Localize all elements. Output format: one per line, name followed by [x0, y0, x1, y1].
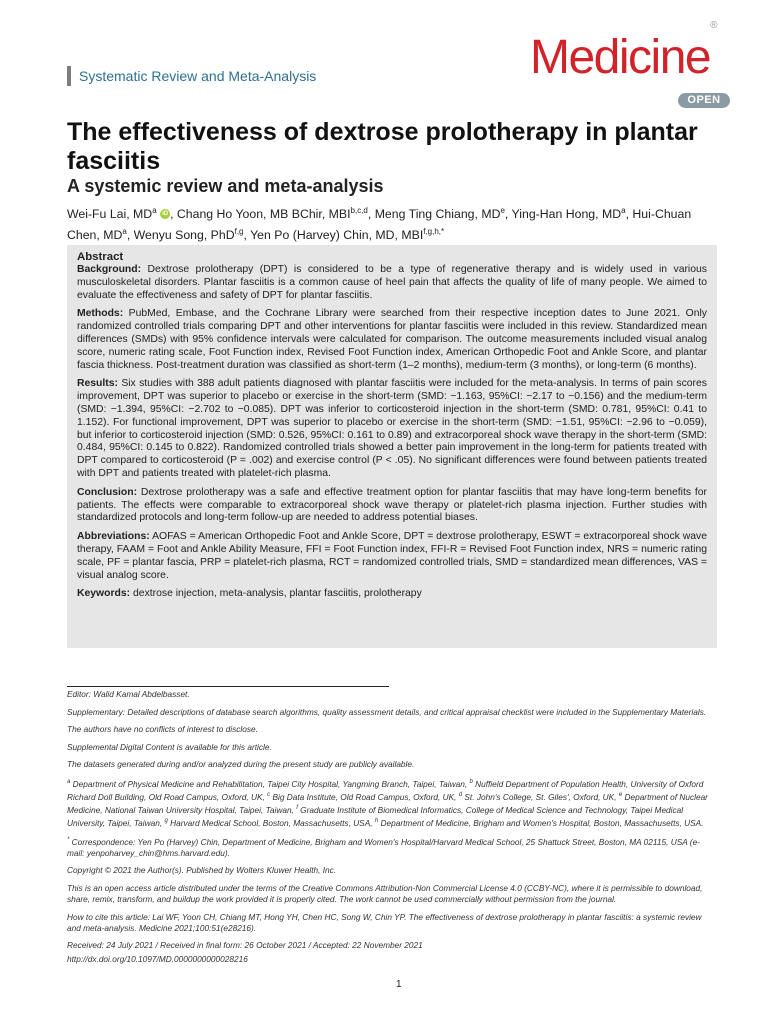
- abstract-box: [67, 245, 717, 648]
- abstract-section: [77, 264, 707, 302]
- footnote: The datasets generated during and/or analyzed during the present study are publicly available.: [67, 759, 415, 770]
- abstract-section-text: Dextrose prolotherapy was a safe and effective treatment option for plantar fasciitis that may have long-term benefits for patients. The effects were comparable to extracorporeal shock wave therapy or platelet-rich plasma injection. Further studies with standardized protocols and long-term follow-up are needed to address potential biases.: [77, 486, 707, 524]
- registered-mark: ®: [710, 20, 718, 31]
- abstract-section-label: Background:: [77, 264, 142, 275]
- footnote-divider: [67, 686, 389, 687]
- abstract-section-text: AOFAS = American Orthopedic Foot and Ankle Score, DPT = dextrose prolotherapy, ESWT = extracorporeal shock wave therapy, FAAM = Foot and Ankle Ability Measure, FFI = Foot Function index, FFI-R = Revised Foot Function index, NRS = numeric rating scale, PF = plantar fascia, PRP = platelet-rich plasma, RCT = randomized controlled trials, SMD = standardized mean differences, VAS = visual analog score.: [77, 531, 707, 581]
- abstract-section: [77, 378, 707, 480]
- copyright-note: This is an open access article distributed under the terms of the Creative Commons Attribution-Non Commercial License 4.0 (CCBY-NC), where it is permissible to download, share, remix, transform, and buildup the work provided it is properly cited. The work cannot be used commercially without permission from the journal.: [67, 882, 703, 905]
- footnotes: [67, 689, 717, 972]
- abstract-section-text: PubMed, Embase, and the Cochrane Library were searched from their respective inception dates to June 2021. Only randomized controlled trials comparing DPT and other interventions for plantar fasciitis were included in this review. Standardized mean differences (SMDs) with 95% confidence intervals were calculated for comparison. The outcome measurements included visual analog score, numeric rating scale, Foot Function index, Revised Foot Function index, American Orthopedic Foot and Ankle Score, and plantar fascia thickness. Post-treatment duration was classified as short-term (1–2 months), medium-term (3 months), or long-term (6 months).: [77, 308, 707, 371]
- affiliations: $^a$ Department of Physical Medicine and Rehabilitation, Taipei City Hospital, Yangming Branch, Taipei, Taiwan, $^b$ Nuffield Department of Population Health, University of Oxford Richard Doll Building, Old Road Campus, Oxford, UK, $^c$ Big Data Institute, Old Road Campus, Oxford, UK, $^d$ St. John's College, St. Giles', Oxford, UK, $^e$ Department of Nuclear Medicine, National Taiwan University Hospital, Taipei, Taiwan, $^f$ Graduate Institute of Biomedical Informatics, College of Medical Science and Technology, Taipei Medical University, Taipei, Taiwan, $^g$ Harvard Medical School, Boston, Massachusetts, USA, $^h$ Department of Medicine, Brigham and Women's Hospital, Boston, Massachusetts, USA.: [67, 778, 708, 828]
- copyright-note: Copyright © 2021 the Author(s). Published by Wolters Kluwer Health, Inc.: [67, 865, 337, 876]
- article-title: The effectiveness of dextrose prolotherapy in plantar fasciitis: [67, 118, 698, 175]
- abstract-section-text: dextrose injection, meta-analysis, plantar fasciitis, prolotherapy: [130, 588, 422, 600]
- abstract-heading: Abstract: [77, 251, 124, 263]
- copyright-note: How to cite this article: Lai WF, Yoon CH, Chiang MT, Hong YH, Chen HC, Song W, Chin YP. The effectiveness of dextrose prolotherapy in plantar fasciitis: a systemic review and meta-analysis. Medicine 2021;100:51(e28216).: [67, 911, 702, 933]
- abstract-body: [77, 264, 707, 601]
- abstract-section-text: Six studies with 388 adult patients diagnosed with plantar fasciitis were included for the meta-analysis. In terms of pain scores improvement, DPT was superior to placebo or exercise in the short-term (SMD: −1.163, 95%CI: −2.17 to −0.156) and the medium-term (SMD: −1.394, 95%CI: −2.702 to −0.085). DPT was inferior to corticosteroid injection in the short-term (SMD: 0.781, 95%CI: 0.41 to 1.152). For functional improvement, DPT was superior to placebo or exercise in the short-term (SMD: −1.51, 95%CI: −2.96 to −0.059), but inferior to corticosteroid injection (SMD: 0.526, 95%CI: 0.161 to 0.89) and extracorporeal shock wave therapy in the short-term (SMD: 0.484, 95%CI: 0.145 to 0.822). Randomized controlled trials showed a better pain improvement in the long-term for patients treated with DPT compared to corticosteroid (P = .002) and exercise control (P < .05). No significant differences were found between patients treated with DPT and patients treated with platelet-rich plasma.: [77, 378, 707, 479]
- correspondence: * Correspondence: Yen Po (Harvey) Chin, Department of Medicine, Brigham and Women's Hospital/Harvard Medical School, 25 Shattuck Street, Boston, MA 02115, USA (e-mail: yenpoharvey_chin@hms.harvard.edu).: [67, 836, 700, 858]
- journal-name: Medicine: [530, 31, 711, 84]
- article-subtitle: A systemic review and meta-analysis: [67, 176, 384, 196]
- footnote: Supplemental Digital Content is available for this article.: [67, 741, 272, 752]
- abstract-section: [77, 531, 707, 582]
- page-number: 1: [396, 979, 402, 990]
- doi-link[interactable]: http://dx.doi.org/10.1097/MD.0000000000028216: [67, 953, 248, 964]
- received-dates: Received: 24 July 2021 / Received in final form: 26 October 2021 / Accepted: 22 November 2021: [67, 940, 423, 951]
- abstract-section-text: Dextrose prolotherapy (DPT) is considered to be a type of regenerative therapy and is widely used in various musculoskeletal disorders. Plantar fasciitis is a common cause of heel pain that affects the quality of life of many people. We aimed to evaluate the effectiveness and safety of DPT for plantar fasciitis.: [77, 264, 707, 301]
- footnote: Supplementary: Detailed descriptions of database search algorithms, quality assessment details, and critical appraisal checklist were included in the Supplementary Materials.: [67, 706, 707, 717]
- abstract-section-label: Abbreviations:: [77, 531, 150, 543]
- abstract-section: [77, 487, 707, 525]
- abstract-section: [77, 308, 707, 372]
- abstract-section-label: Results:: [77, 378, 118, 390]
- footnote: Editor: Walid Kamal Abdelbasset.: [67, 689, 190, 699]
- orcid-icon[interactable]: iD: [162, 211, 169, 218]
- footnote: The authors have no conflicts of interest to disclose.: [67, 724, 258, 735]
- abstract-section-label: Keywords:: [77, 588, 131, 600]
- abstract-section-label: Methods:: [77, 308, 124, 320]
- journal-logo[interactable]: [530, 20, 718, 86]
- abstract-section: [77, 588, 707, 601]
- author-list: Wei-Fu Lai, $MD^a$ iD , Chang Ho Yoon, MB BChir, MBI$^{b,c,d}$, Meng Ting Chiang, MDe, Ying-Han Hong, $MD^a$, Hui-Chuan Chen, $MD^a$, Wenyu Song, PhD$^{f,g}$, Yen Po (Harvey) Chin, MD, $MBI^{f,g,h,*}$: [67, 206, 692, 243]
- open-access-badge: OPEN: [678, 93, 730, 108]
- abstract-section-label: Conclusion:: [77, 486, 138, 498]
- section-label: Systematic Review and Meta-Analysis: [67, 66, 316, 86]
